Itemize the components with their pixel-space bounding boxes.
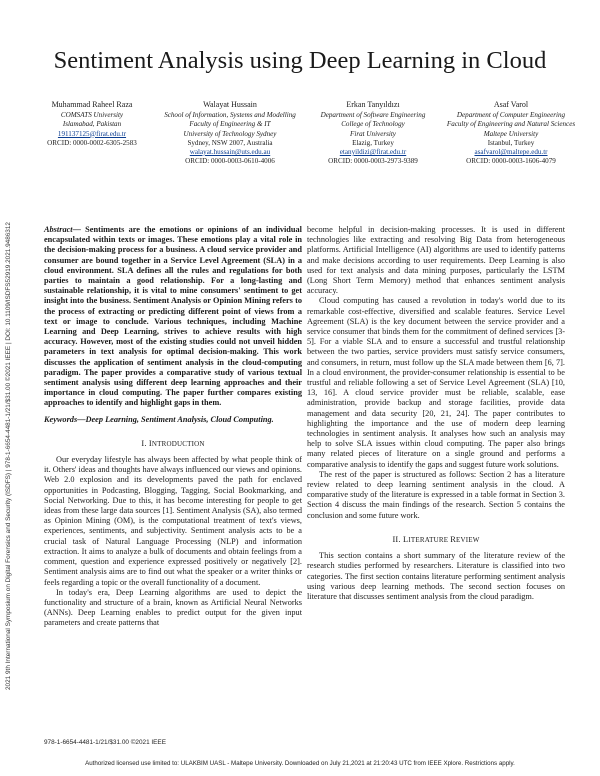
paragraph: Our everyday lifestyle has always been affected by what people think of it. Others' ideas and thoughts have always influenced our views and opinions. Web 2.0 explosion and its developments paved the path for enclaved opportunities in Podcasting, Blogging, Tagging, Social Bookmarking, and Social Networking. Due to this, it has become interesting for people to get ideas from these large data sources [1]. Sentiment Analysis (SA), also termed as Opinion Mining (OM), is the computational treatment of text's views, experiences, sentiments, and subjectivity. Sentiment analysis acts to be a crucial task of Natural Language Processing (NLP) and information extraction. It aims to analyze a bulk of documents and obtain feelings from a comment, question and experience expressed positively or negatively [2]. Sentiment analysis aims are to find out what the speaker or a writer thinks or feels regarding a topic or the overall functionality of a document.	[44, 455, 302, 587]
abstract	[44, 225, 302, 409]
author-affiliation-line: Department of Computer Engineering	[456, 111, 566, 120]
author-affiliation-line: Sydney, NSW 2007, Australia	[187, 138, 273, 147]
author-name: Erkan Tanyıldızı	[346, 100, 400, 109]
paragraph: The rest of the paper is structured as follows: Section 2 has a literature review related to deep learning sentiment analysis in the cloud. A comparative study of the literature is expressed in a table format in Section 3. Section 4 discuss the main findings of the research. Section 5 contains the conclusion and some future work.	[307, 469, 565, 520]
paragraph: This section contains a short summary of the literature review of the research studies performed by researchers. Literature is classified into two categories. The first section contains literature performing sentiment analysis using various deep learning methods. The second section focuses on literature that discusses sentiment analysis from the cloud paradigm.	[307, 551, 565, 601]
abstract-label: Abstract—	[44, 225, 81, 234]
paper-title: Sentiment Analysis using Deep Learning in Cloud	[53, 47, 547, 74]
footer-isbn: 978-1-6654-4481-1/21/$31.00 ©2021 IEEE	[44, 739, 166, 746]
author-name: Asaf Varol	[493, 100, 529, 109]
author-email-link[interactable]: walayat.hussain@uts.edu.au	[189, 148, 271, 157]
side-citation-text: 2021 9th International Symposium on Digital Forensics and Security (ISDFS) | 978-1-6654-4481-1/21/$31.00 ©2021 IEEE | DOI: 10.1109/ISDFS52919.2021.9486312	[5, 222, 12, 690]
paragraph: In today's era, Deep Learning algorithms are used to depict the functionality and structure of a brain, known as Artificial Neural Networks (ANNs). Deep Learning enables to predict output for the given input parameters and create patterns that	[44, 587, 302, 628]
author-affiliation-line: COMSATS University	[60, 111, 124, 120]
abstract-text: Sentiments are the emotions or opinions of an individual encapsulated within texts or images. These emotions play a vital role in the decision-making process for a business. A cloud service provider and consumer are bound together in a Service Level Agreement (SLA) in a cloud environment. SLA defines all the rules and regulations for both parties to maintain a good relationship. For a long-lasting and sustainable relationship, it is vital to mine consumers' sentiment to get insight into the business. Sentiment Analysis or Opinion Mining refers to the process of extracting or predicting different point of views from a text or image to conclude. Various techniques, including Machine Learning and Deep Learning, strives to achieve results with high accuracy. However, most of the existing studies could not unveil hidden parameters in text analysis for optimal decision-making. This work discusses the application of sentiment analysis in the cloud-computing paradigm. The paper provides a comparative study of various textual sentiment analysis using different deep learning approaches and their importance in cloud computing. The paper further compares existing approaches to identify and highlight gaps in them.	[44, 225, 302, 408]
right-column	[307, 225, 565, 602]
author-orcid: ORCID: 0000-0002-6305-2583	[47, 138, 137, 147]
author-block	[32, 100, 580, 200]
download-notice: Authorized licensed use limited to: ULAKBIM UASL - Maltepe University. Downloaded on July 21,2021 at 21:20:43 UTC from IEEE Xplore. Restrictions apply.	[85, 760, 515, 767]
paragraph: become helpful in decision-making processes. It is used in different technologies like extracting and resolving Big Data from heterogeneous platforms. Artificial Intelligence (AI) algorithms are used to identify patterns and make decisions according to user requirements. Deep Learning is also used for text analysis and data mining purposes, particularly the LSTM (Long Short Term Memory) method that enhances sentiment analysis accuracy.	[307, 225, 565, 296]
author-email-link[interactable]: asafvarol@maltepe.edu.tr	[474, 148, 548, 157]
author-orcid: ORCID: 0000-0003-2973-9389	[328, 157, 418, 166]
author-affiliation-line: Faculty of Engineering & IT	[189, 120, 271, 129]
author-orcid: ORCID: 0000-0003-1606-4079	[466, 157, 556, 166]
author-affiliation-line: Faculty of Engineering and Natural Sciences	[446, 120, 576, 129]
author-email-link[interactable]: etanyildizi@firat.edu.tr	[339, 148, 407, 157]
author-affiliation-line: Elazig, Turkey	[352, 138, 394, 147]
author-affiliation-line: Firat University	[350, 129, 396, 138]
section-heading-introduction: I. INTRODUCTION	[141, 438, 205, 448]
author-3	[308, 100, 438, 166]
author-name: Walayat Hussain	[203, 100, 257, 109]
author-affiliation-line: Islamabad, Pakistan	[62, 120, 122, 129]
paragraph: Cloud computing has caused a revolution in today's world due to its remarkable cost-effective, diversified and scalable features. Service Level Agreement (SLA) is the key document between the service provider and a service consumer that binds them for the commitment of defined services [3-5]. For a viable SLA and to ensure a successful and trustful relationship between the two parties, service providers must satisfy service consumers, and consumers, in return, must follow up the SLA made between them [6, 7]. In a cloud environment, the provider-consumer relationship is essential to be trustful and reliable following a set of Service Level Agreement (SLA) [10, 13, 16]. A cloud service provider must be reliable, scalable, ease administration, provide backup and storage facilities, provide data management and data security [20, 21, 24]. The paper contributes to highlighting the importance and the use of modern deep learning technologies in sentiment analysis. It analyses how such an analysis may help to solve SLA issues within cloud computing. The paper also brings many related pieces of literature on a single ground and performs a comparative analysis to identify the gaps and suggest future work solutions.	[307, 296, 565, 469]
author-affiliation-line: Department of Software Engineering	[320, 111, 426, 120]
author-1	[32, 100, 152, 148]
side-citation-strip	[0, 130, 18, 690]
author-name: Muhammad Raheel Raza	[51, 100, 133, 109]
keywords: Keywords—Deep Learning, Sentiment Analysis, Cloud Computing.	[44, 414, 274, 424]
author-affiliation-line: Istanbul, Turkey	[487, 138, 535, 147]
author-affiliation-line: Maltepe University	[483, 129, 539, 138]
author-4	[436, 100, 586, 166]
author-affiliation-line: University of Technology Sydney	[183, 129, 277, 138]
author-2	[160, 100, 300, 166]
left-column	[44, 225, 302, 629]
author-affiliation-line: College of Technology	[341, 120, 405, 129]
section-heading-literature-review: II. LITERATURE REVIEW	[392, 534, 480, 544]
author-affiliation-line: School of Information, Systems and Modelling	[164, 111, 296, 120]
author-orcid: ORCID: 0000-0003-0610-4006	[185, 157, 275, 166]
author-email-link[interactable]: 191137125@firat.edu.tr	[57, 129, 127, 138]
